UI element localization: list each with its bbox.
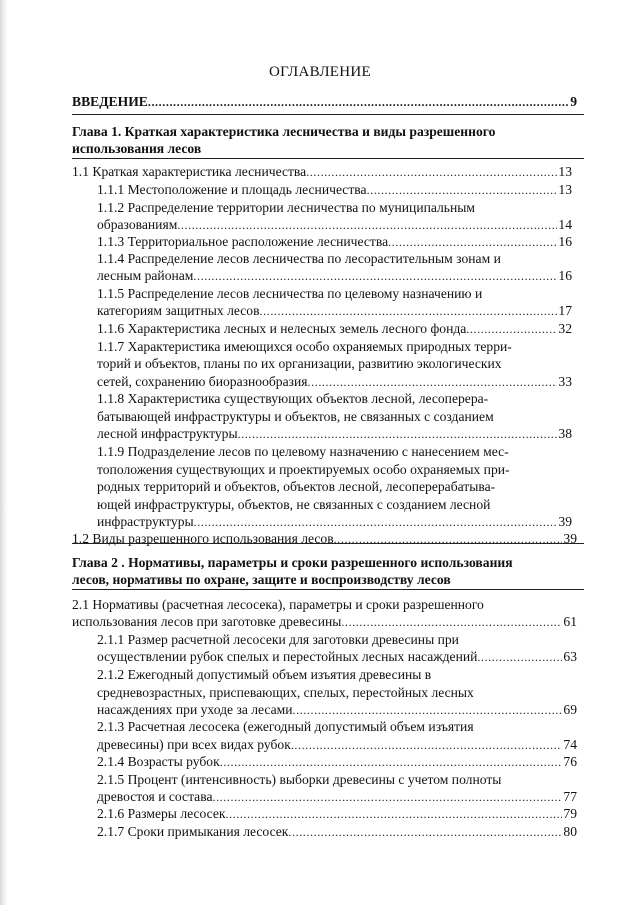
toc-entry-text: 1.1.5 Распределение лесов лесничества по целевому назначению и	[97, 286, 483, 301]
toc-entry-line	[97, 444, 509, 460]
toc-entry-line	[97, 772, 501, 788]
toc-page-number: 38	[558, 426, 572, 441]
toc-page-number: 79	[563, 806, 577, 821]
separator-rule	[72, 114, 584, 115]
toc-entry-text: 1.1.4 Распределение лесов лесничества по лесорастительным зонам и	[97, 251, 501, 266]
dot-leader	[306, 164, 557, 180]
toc-entry-text: лесной инфраструктуры	[97, 426, 238, 441]
toc-entry-text: 2.1.1 Размер расчетной лесосеки для заготовки древесины при	[97, 632, 459, 647]
toc-entry-text: 2.1.5 Процент (интенсивность) выборки древесины с учетом полноты	[97, 772, 502, 787]
toc-entry-text: батывающей инфраструктуры и объектов, не связанных с созданием	[97, 409, 494, 424]
toc-entry	[97, 321, 572, 337]
dot-leader	[293, 702, 563, 718]
toc-entry	[72, 94, 577, 110]
separator-rule	[72, 589, 584, 590]
toc-entry-line	[97, 719, 474, 735]
toc-page-number: 80	[563, 824, 577, 839]
toc-entry-text: образованиям	[97, 217, 178, 232]
toc-entry-text: 1.2 Виды разрешенного использования лесов	[72, 531, 334, 546]
dot-leader	[466, 321, 557, 337]
toc-entry-text: использования лесов	[72, 141, 202, 156]
toc-entry-text: лесным районам	[97, 268, 194, 283]
toc-entry-line	[97, 667, 431, 683]
toc-page-number: 9	[570, 94, 577, 109]
toc-entry-text: 2.1.7 Сроки примыкания лесосек	[97, 824, 289, 839]
dot-leader	[291, 737, 563, 753]
toc-entry-line	[97, 200, 475, 216]
toc-entry	[97, 426, 572, 442]
toc-page-number: 74	[563, 737, 577, 752]
toc-entry-text: 2.1.3 Расчетная лесосека (ежегодный допустимый объем изъятия	[97, 719, 474, 734]
toc-entry	[97, 374, 572, 390]
toc-page-number: 61	[563, 614, 577, 629]
toc-entry-text: 2.1.4 Возрасты рубок	[97, 754, 220, 769]
toc-page-number: 13	[558, 164, 572, 179]
toc-page-number: 16	[558, 268, 572, 283]
toc-entry-text: 1.1.9 Подразделение лесов по целевому назначению с нанесением мес-	[97, 444, 509, 459]
toc-entry	[97, 737, 577, 753]
toc-entry	[97, 514, 572, 530]
toc-entry-text: инфраструктуры	[97, 514, 194, 529]
dot-leader	[225, 806, 562, 822]
toc-page-number: 13	[558, 182, 572, 197]
toc-entry	[97, 649, 577, 665]
toc-entry	[97, 217, 572, 233]
dot-leader	[238, 426, 558, 442]
toc-entry-text: 1.1.8 Характеристика существующих объектов лесной, лесоперера-	[97, 391, 489, 406]
toc-entry-text: ВВЕДЕНИЕ	[72, 94, 148, 109]
toc-page-number: 76	[563, 754, 577, 769]
toc-entry-line	[72, 597, 484, 613]
toc-entry-text: родных территорий и объектов, объектов лесной, лесоперерабатыва-	[97, 479, 496, 494]
toc-entry	[97, 806, 577, 822]
toc-entry-text: торий и объектов, планы по их организации, развитию экологических	[97, 356, 502, 371]
toc-entry-line	[72, 141, 201, 157]
toc-page-number: 33	[558, 374, 572, 389]
toc-entry-text: использования лесов при заготовке древесины	[72, 614, 342, 629]
toc-entry-text: 1.1.7 Характеристика имеющихся особо охраняемых природных терри-	[97, 339, 512, 354]
toc-entry-text: древостоя и состава	[97, 789, 213, 804]
toc-entry-text: лесов, нормативы по охране, защите и воспроизводству лесов	[72, 572, 451, 587]
toc-page-number: 14	[558, 217, 572, 232]
toc-entry	[72, 531, 577, 547]
dot-leader	[341, 614, 562, 630]
toc-page-number: 39	[563, 531, 577, 546]
dot-leader	[148, 94, 569, 110]
toc-entry-line	[97, 497, 490, 513]
toc-entry	[97, 754, 577, 770]
toc-entry-text: 2.1 Нормативы (расчетная лесосека), параметры и сроки разрешенного	[72, 597, 484, 612]
toc-entry-line	[97, 251, 501, 267]
toc-entry	[97, 789, 577, 805]
dot-leader	[477, 649, 562, 665]
toc-entry-line	[97, 286, 482, 302]
dot-leader	[308, 374, 558, 390]
toc-page-number: 16	[558, 234, 572, 249]
toc-entry-line	[97, 632, 459, 648]
toc-entry-text: 2.1.6 Размеры лесосек	[97, 806, 226, 821]
toc-entry-line	[97, 339, 512, 355]
dot-leader	[388, 234, 557, 250]
toc-entry-line	[72, 124, 495, 140]
toc-entry-line	[72, 555, 513, 571]
dot-leader	[334, 531, 563, 547]
toc-entry-line	[97, 356, 502, 372]
dot-leader	[194, 514, 558, 530]
dot-leader	[193, 268, 557, 284]
toc-page-number: 39	[558, 514, 572, 529]
dot-leader	[212, 789, 562, 805]
toc-entry-line	[97, 391, 488, 407]
toc-entry	[97, 268, 572, 284]
toc-entry-line	[97, 462, 510, 478]
dot-leader	[220, 754, 563, 770]
toc-entry	[97, 824, 577, 840]
toc-page-number: 17	[558, 303, 572, 318]
toc-entry	[72, 614, 577, 630]
page-title: ОГЛАВЛЕНИЕ	[269, 64, 371, 80]
toc-entry-text: насаждениях при уходе за лесами	[97, 702, 293, 717]
toc-entry-text: Глава 2 . Нормативы, параметры и сроки разрешенного использования	[72, 555, 513, 570]
toc-entry	[72, 164, 572, 180]
toc-entry	[97, 234, 572, 250]
toc-entry-text: 2.1.2 Ежегодный допустимый объем изъятия древесины в	[97, 667, 432, 682]
toc-entry-text: категориям защитных лесов	[97, 303, 260, 318]
toc-entry-text: осуществлении рубок спелых и перестойных лесных насаждений	[97, 649, 478, 664]
toc-entry-line	[97, 685, 474, 701]
toc-entry-text: ющей инфраструктуры, объектов, не связанных с созданием лесной	[97, 497, 491, 512]
toc-page-number: 32	[558, 321, 572, 336]
toc-entry-text: 1.1.3 Территориальное расположение лесничества	[97, 234, 389, 249]
toc-entry-text: тоположения существующих и проектируемых особо охраняемых при-	[97, 462, 510, 477]
toc-entry-text: Глава 1. Краткая характеристика лесничества и виды разрешенного	[72, 124, 496, 139]
toc-entry-text: 1.1.1 Местоположение и площадь лесничества	[97, 182, 367, 197]
separator-rule	[72, 158, 584, 159]
dot-leader	[177, 217, 557, 233]
dot-leader	[367, 182, 558, 198]
toc-entry	[97, 303, 572, 319]
toc-page-number: 69	[563, 702, 577, 717]
toc-entry-line	[72, 572, 451, 588]
toc-entry-text: 1.1.2 Распределение территории лесничества по муниципальным	[97, 200, 476, 215]
toc-entry-line	[97, 409, 494, 425]
toc-entry-text: 1.1 Краткая характеристика лесничества	[72, 164, 307, 179]
toc-entry-text: 1.1.6 Характеристика лесных и нелесных земель лесного фонда	[97, 321, 467, 336]
toc-page-number: 77	[563, 789, 577, 804]
dot-leader	[260, 303, 558, 319]
toc-entry	[97, 702, 577, 718]
toc-entry-text: сетей, сохранению биоразнообразия	[97, 374, 308, 389]
toc-page-number: 63	[563, 649, 577, 664]
scan-edge-shadow	[0, 0, 8, 905]
toc-entry-line	[97, 479, 495, 495]
dot-leader	[288, 824, 562, 840]
toc-entry	[97, 182, 572, 198]
toc-entry-text: древесины) при всех видах рубок	[97, 737, 291, 752]
toc-entry-text: средневозрастных, приспевающих, спелых, перестойных лесных	[97, 685, 474, 700]
